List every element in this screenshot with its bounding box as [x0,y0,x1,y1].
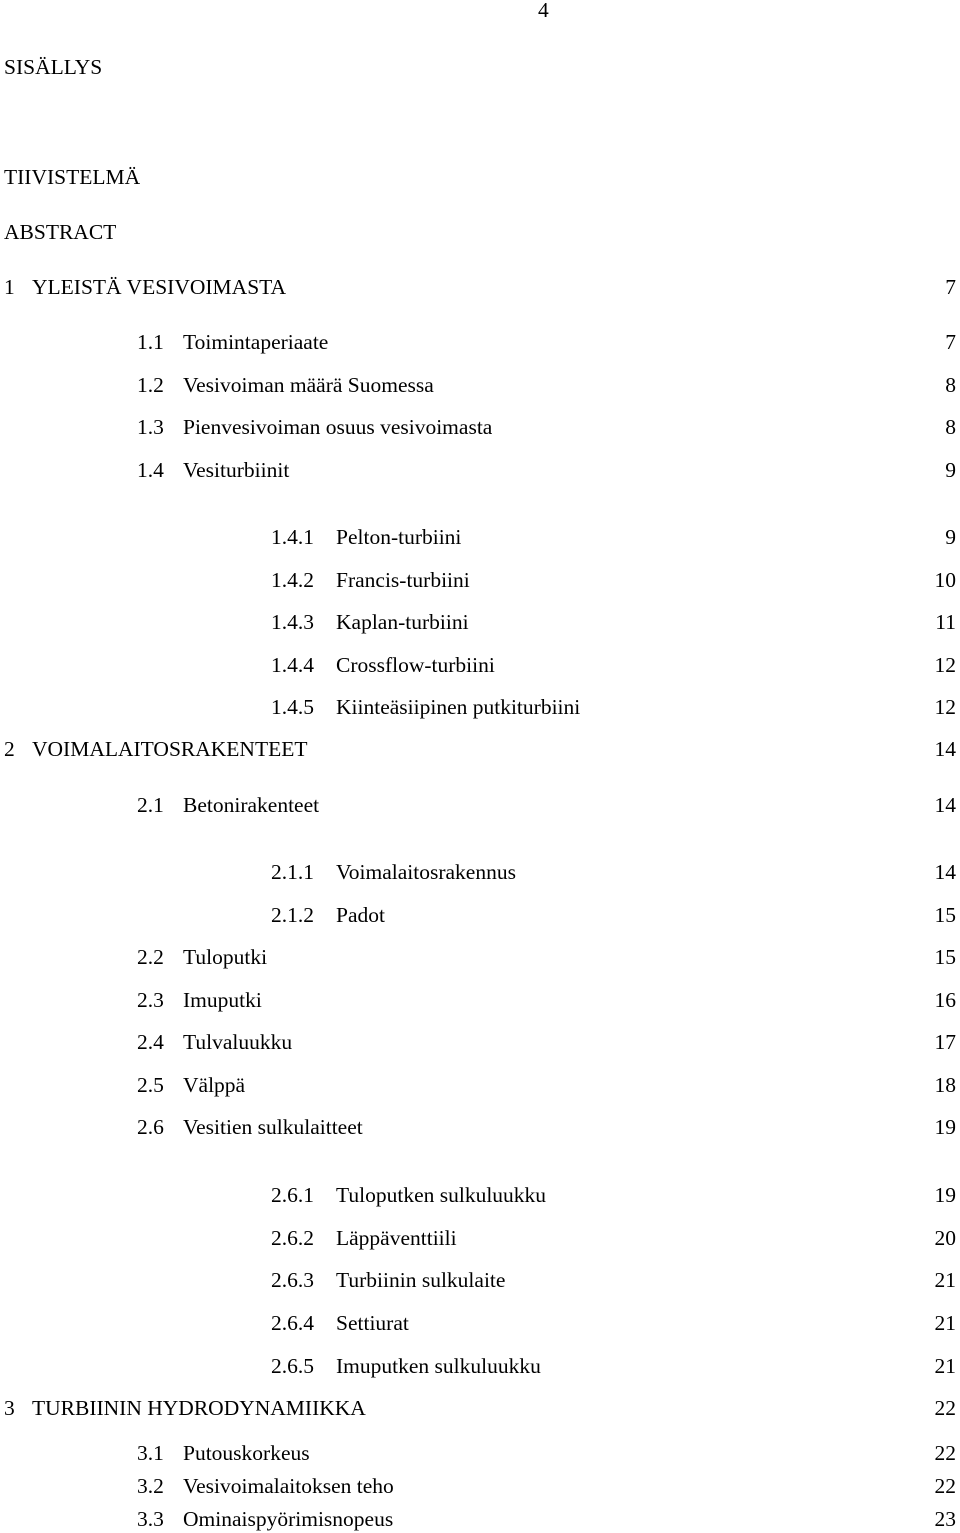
toc-entry-title: Pienvesivoiman osuus vesivoimasta [183,415,493,439]
toc-entry[interactable] [0,1032,960,1056]
toc-entry-title: Vesivoiman määrä Suomessa [183,373,434,397]
toc-entry-title: Putouskorkeus [183,1441,310,1465]
toc-entry-title: TURBIININ HYDRODYNAMIIKKA [32,1396,366,1420]
toc-entry-title: Läppäventtiili [336,1226,457,1250]
toc-entry[interactable] [0,1270,960,1294]
toc-entry-page: 8 [945,415,956,439]
toc-entry[interactable] [0,527,960,551]
toc-entry-number: 2.6.5 [271,1354,314,1378]
page-number: 4 [538,0,549,22]
toc-entry[interactable] [0,905,960,929]
toc-entry-page: 22 [934,1474,956,1498]
toc-entry-title: Padot [336,903,385,927]
toc-entry-number: 1.2 [137,373,164,397]
toc-entry[interactable] [0,739,960,763]
toc-entry-page: 18 [934,1073,956,1097]
toc-entry-number: 1.4.5 [271,695,314,719]
toc-entry-page: 9 [945,525,956,549]
toc-entry-number: 1.4.2 [271,568,314,592]
toc-entry[interactable] [0,1356,960,1380]
toc-entry[interactable] [0,277,960,301]
toc-entry-title: YLEISTÄ VESIVOIMASTA [32,275,287,299]
toc-entry-number: 1.4.4 [271,653,314,677]
toc-entry-title: Vesiturbiinit [183,458,290,482]
toc-entry-number: 2 [4,737,15,761]
toc-entry-title: Betonirakenteet [183,793,320,817]
toc-entry[interactable] [0,375,960,399]
toc-entry[interactable] [0,795,960,819]
toc-entry-title: Kiinteäsiipinen putkiturbiini [336,695,581,719]
toc-entry-number: 2.5 [137,1073,164,1097]
toc-entry[interactable] [0,1443,960,1467]
toc-entry-number: 2.1.1 [271,860,314,884]
toc-entry[interactable] [0,1117,960,1141]
toc-entry-number: 2.1 [137,793,164,817]
toc-entry[interactable] [0,990,960,1014]
toc-entry-title: Settiurat [336,1311,409,1335]
toc-entry-number: 3 [4,1396,15,1420]
toc-entry-number: 3.2 [137,1474,164,1498]
toc-entry-page: 20 [934,1226,956,1250]
toc-entry[interactable] [0,1398,960,1422]
toc-entry[interactable] [0,460,960,484]
toc-entry-title: VOIMALAITOSRAKENTEET [32,737,308,761]
toc-entry-number: 3.1 [137,1441,164,1465]
toc-entry-page: 15 [934,945,956,969]
toc-entry-number: 1.3 [137,415,164,439]
toc-entry-title: Ominaispyörimisnopeus [183,1507,394,1531]
toc-entry[interactable] [0,1313,960,1337]
toc-entry[interactable] [0,1075,960,1099]
toc-entry[interactable] [0,332,960,356]
toc-entry-page: 8 [945,373,956,397]
toc-entry-page: 15 [934,903,956,927]
toc-entry-page: 21 [934,1354,956,1378]
toc-entry-number: 1.4.3 [271,610,314,634]
toc-entry-number: 2.6 [137,1115,164,1139]
toc-entry[interactable] [0,862,960,886]
toc-entry[interactable] [0,1509,960,1533]
toc-entry-number: 2.1.2 [271,903,314,927]
front-matter-abstract[interactable]: ABSTRACT [4,220,117,244]
toc-entry-page: 23 [934,1507,956,1531]
toc-entry-page: 22 [934,1396,956,1420]
toc-entry-title: Välppä [183,1073,246,1097]
toc-entry-number: 3.3 [137,1507,164,1531]
toc-entry-title: Tuloputken sulkuluukku [336,1183,547,1207]
toc-entry-title: Tulvaluukku [183,1030,293,1054]
toc-entry[interactable] [0,612,960,636]
toc-entry-title: Kaplan-turbiini [336,610,469,634]
toc-entry-page: 21 [934,1311,956,1335]
toc-entry-page: 7 [945,275,956,299]
toc-entry[interactable] [0,1185,960,1209]
toc-entry-title: Vesitien sulkulaitteet [183,1115,363,1139]
toc-entry[interactable] [0,655,960,679]
toc-entry-number: 2.6.3 [271,1268,314,1292]
toc-entry-number: 1.1 [137,330,164,354]
toc-entry-title: Voimalaitosrakennus [336,860,516,884]
toc-entry-page: 19 [934,1183,956,1207]
toc-entry-page: 11 [935,610,956,634]
toc-entry-number: 2.4 [137,1030,164,1054]
toc-entry-number: 1.4.1 [271,525,314,549]
toc-entry-number: 2.2 [137,945,164,969]
toc-entry[interactable] [0,697,960,721]
toc-entry-page: 14 [934,793,956,817]
toc-entry-title: Turbiinin sulkulaite [336,1268,506,1292]
toc-entry-title: Toimintaperiaate [183,330,329,354]
front-matter-tiivistelma[interactable]: TIIVISTELMÄ [4,165,141,189]
toc-entry-number: 1 [4,275,15,299]
toc-entry-title: Crossflow-turbiini [336,653,495,677]
toc-entry-title: Imuputki [183,988,262,1012]
toc-entry-page: 16 [934,988,956,1012]
toc-entry-title: Imuputken sulkuluukku [336,1354,541,1378]
toc-entry-title: Francis-turbiini [336,568,470,592]
toc-entry-number: 2.3 [137,988,164,1012]
toc-entry-number: 1.4 [137,458,164,482]
toc-entry-page: 21 [934,1268,956,1292]
toc-entry[interactable] [0,947,960,971]
toc-entry[interactable] [0,570,960,594]
toc-entry-page: 7 [945,330,956,354]
contents-title: SISÄLLYS [4,55,103,79]
toc-entry-number: 2.6.2 [271,1226,314,1250]
toc-entry-page: 10 [934,568,956,592]
toc-entry-number: 2.6.1 [271,1183,314,1207]
toc-entry-page: 19 [934,1115,956,1139]
toc-entry-title: Vesivoimalaitoksen teho [183,1474,394,1498]
toc-entry-page: 17 [934,1030,956,1054]
toc-entry-title: Tuloputki [183,945,268,969]
toc-entry-title: Pelton-turbiini [336,525,462,549]
toc-entry-page: 22 [934,1441,956,1465]
toc-entry[interactable] [0,417,960,441]
toc-entry[interactable] [0,1476,960,1500]
toc-entry-page: 12 [934,653,956,677]
toc-entry-page: 9 [945,458,956,482]
toc-entry[interactable] [0,1228,960,1252]
toc-entry-page: 12 [934,695,956,719]
toc-entry-page: 14 [934,860,956,884]
toc-entry-number: 2.6.4 [271,1311,314,1335]
toc-entry-page: 14 [934,737,956,761]
